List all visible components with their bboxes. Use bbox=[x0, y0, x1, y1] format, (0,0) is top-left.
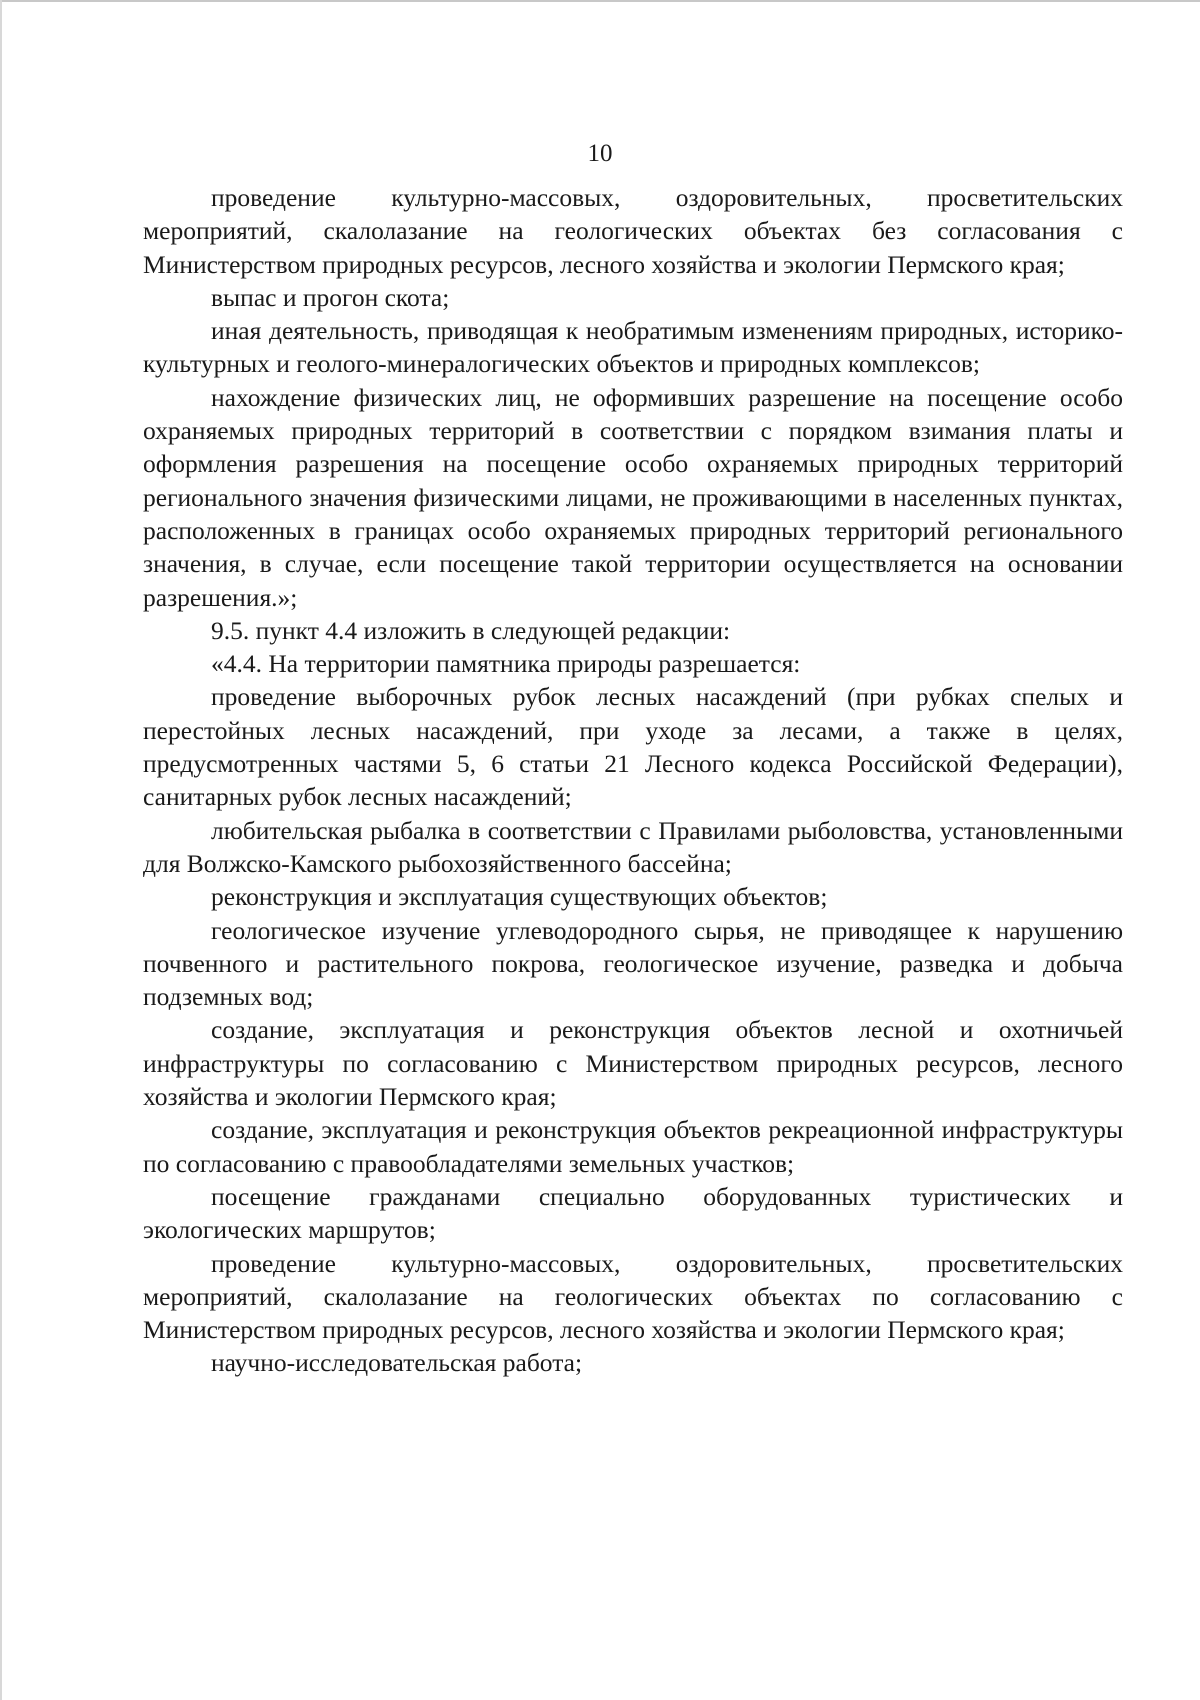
paragraph: посещение гражданами специально оборудованных туристических и экологических маршрутов; bbox=[143, 1181, 1123, 1245]
paragraph: научно-исследовательская работа; bbox=[211, 1348, 583, 1378]
page-number: 10 bbox=[587, 140, 613, 167]
paragraph: иная деятельность, приводящая к необратимым изменениям природных, историко-культурных и геолого-минералогических объектов и природных комплексов; bbox=[143, 316, 1123, 379]
paragraph: геологическое изучение углеводородного сырья, не приводящее к нарушению почвенного и растительного покрова, геологическое изучение, разведка и добыча подземных вод; bbox=[143, 915, 1123, 1012]
paragraph: создание, эксплуатация и реконструкция объектов рекреационной инфраструктуры по согласованию с правообладателями земельных участков; bbox=[143, 1115, 1123, 1178]
paragraph: проведение культурно-массовых, оздоровительных, просветительских мероприятий, скалолазание на геологических объектах по согласованию с Министерством природных ресурсов, лесного хозяйства и экологии Пермского края; bbox=[143, 1248, 1123, 1345]
paragraph: создание, эксплуатация и реконструкция объектов лесной и охотничьей инфраструктуры по согласованию с Министерством природных ресурсов, лесного хозяйства и экологии Пермского края; bbox=[143, 1015, 1123, 1112]
paragraph: нахождение физических лиц, не оформивших разрешение на посещение особо охраняемых природных территорий в соответствии с порядком взимания платы и оформления разрешения на посещение особо охраняемых природных территорий регионального значения физическими лицами, не проживающими в населенных пунктах, расположенных в границах особо охраняемых природных территорий регионального значения, в случае, если посещение такой территории осуществляется на основании разрешения.»; bbox=[143, 382, 1123, 612]
paragraph: любительская рыбалка в соответствии с Правилами рыболовства, установленными для Волжско-Камского рыбохозяйственного бассейна; bbox=[143, 815, 1123, 878]
paragraph: реконструкция и эксплуатация существующих объектов; bbox=[211, 882, 828, 912]
paragraph: проведение выборочных рубок лесных насаждений (при рубках спелых и перестойных лесных насаждений, при уходе за лесами, а также в целях, предусмотренных частями 5, 6 статьи 21 Лесного кодекса Российской Федерации), санитарных рубок лесных насаждений; bbox=[143, 682, 1123, 812]
paragraph: проведение культурно-массовых, оздоровительных, просветительских мероприятий, скалолазание на геологических объектах без согласования с Министерством природных ресурсов, лесного хозяйства и экологии Пермского края; bbox=[143, 183, 1123, 279]
scan-edge-top bbox=[0, 0, 1200, 2]
paragraph: 9.5. пункт 4.4 изложить в следующей редакции: bbox=[211, 615, 731, 645]
paragraph: выпас и прогон скота; bbox=[211, 282, 450, 312]
document-body bbox=[143, 181, 1123, 1380]
paragraph: «4.4. На территории памятника природы разрешается: bbox=[211, 649, 801, 679]
scan-edge-left bbox=[0, 0, 2, 1700]
